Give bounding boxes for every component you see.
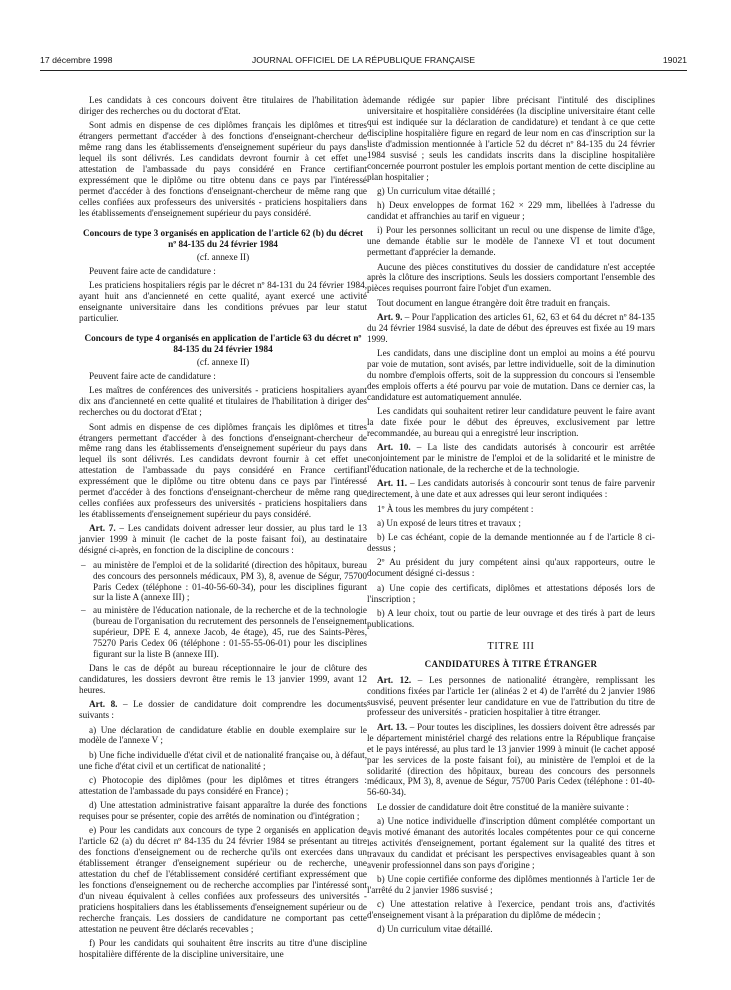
paragraph: 1º À tous les membres du jury compétent :: [377, 503, 534, 514]
header-rule: [40, 70, 687, 71]
paragraph: Les maîtres de conférences des universités - praticiens hospitaliers ayant dix ans d'ancienneté en cette qualité et titulaires de l'habilitation à diriger des recherches ou du doctorat d'Etat ;: [79, 385, 367, 418]
paragraph: Sont admis en dispense de ces diplômes français les diplômes et titres étrangers permettant d'accéder à des fonctions d'enseignant-chercheur de même rang dans les établissements d'enseignement supérieur du pays dans lequel ils sont délivrés. Les candidats devront fournir à cet effet une attestation de l'ambassade du pays considéré en France certifiant expressément que le diplôme ou titre obtenu dans ce pays par l'intéressé permet d'accéder à des fonctions d'enseignant-chercheur de même rang que celles confiées aux professeurs des universités - praticiens hospitaliers dans les établissements d'enseignement supérieur du pays considéré.: [79, 120, 367, 218]
article-label: Art. 10.: [377, 442, 411, 453]
paragraph: demande rédigée sur papier libre précisant l'intitulé des disciplines universitaire et hospitalière considérées (la discipline universitaire étant celle qui est indiquée sur la déclaration de candidature) et tendant à ce que cette discipline hospitalière figure en regard de leur nom en cas d'inscription sur la liste d'admission mentionnée à l'article 52 du décret nº 84-135 du 24 février 1984 susvisé ; seuls les candidats inscrits dans la discipline hospitalière concernée pourront postuler les emplois portant mention de cette discipline au plan hospitalier ;: [367, 95, 655, 182]
address-list: [79, 560, 367, 661]
article-11: [367, 478, 655, 500]
article-text: – Pour l'application des articles 61, 62, 63 et 64 du décret nº 84-135 du 24 février 1984 susvisé, la date de début des épreuves est fixée au 19 mars 1999.: [367, 311, 655, 344]
title-heading: TITRE III: [487, 640, 535, 652]
article-label: Art. 9.: [377, 311, 403, 322]
paragraph: Les candidats à ces concours doivent être titulaires de l'habilitation à diriger des recherches ou du doctorat d'Etat.: [79, 95, 367, 116]
article-label: Art. 12.: [377, 674, 412, 685]
article-8: [79, 699, 367, 721]
article-text: – Le dossier de candidature doit comprendre les documents suivants :: [79, 699, 367, 721]
left-column: [79, 95, 367, 963]
list-item: g) Un curriculum vitae détaillé ;: [377, 185, 496, 196]
article-text: – Pour toutes les disciplines, les dossiers doivent être adressés par le département ministériel chargé des relations entre la République française et le pays intéressé, au plus tard le 13 janvier 1999 à minuit (le cachet apposé par les services de la poste faisant foi), au ministère de l'emploi et de la solidarité (direction des hôpitaux, bureau des concours des personnels médicaux, PM 3), 8, avenue de Ségur, 75700 Paris Cedex (téléphone : 01-40-56-60-34).: [367, 721, 655, 798]
paragraph: Sont admis en dispense de ces diplômes français les diplômes et titres étrangers permettant d'accéder à des fonctions d'enseignant-chercheur de même rang dans les établissements d'enseignement supérieur du pays dans lequel ils sont délivrés. Les candidats devront fournir à cet effet une attestation de l'ambassade du pays considéré en France certifiant expressément que le diplôme ou titre obtenu dans ce pays par l'intéressé permet d'accéder à des fonctions d'enseignant-chercheur de même rang que celles confiées aux professeurs des universités - praticiens hospitaliers dans les établissements d'enseignement supérieur du pays considéré.: [79, 421, 367, 520]
paragraph: Peuvent faire acte de candidature :: [89, 265, 216, 276]
section-subheading: (cf. annexe II): [196, 356, 250, 367]
list-item: d) Une attestation administrative faisant apparaître la durée des fonctions requises pour se présenter, copie des arrêtés de nomination ou d'intégration ;: [79, 800, 367, 822]
article-text: – Les candidats autorisés à concourir sont tenus de faire parvenir directement, à une date et aux adresses qui leur seront indiquées :: [367, 478, 656, 500]
header-journal-title: JOURNAL OFFICIEL DE LA RÉPUBLIQUE FRANÇAISE: [251, 55, 476, 65]
list-item: a) Un exposé de leurs titres et travaux ;: [377, 517, 521, 528]
list-item: h) Deux enveloppes de format 162 × 229 mm, libellées à l'adresse du candidat et affranchies au tarif en vigueur ;: [367, 200, 655, 222]
list-item: – au ministère de l'éducation nationale, de la recherche et de la technologie (bureau de l'organisation du recrutement des personnels de l'enseignement supérieur, DPE E 4, annexe Jacob, 4e étage), 45, rue des Saints-Pères, 75270 Paris Cedex 06 (téléphone : 01-55-55-06-01) pour les disciplines figurant sur la liste B (annexe III).: [79, 605, 367, 660]
paragraph: Les praticiens hospitaliers régis par le décret nº 84-131 du 24 février 1984, ayant huit ans d'ancienneté en cette qualité, ayant exercé une activité enseignante universitaire dans les conditions prévues par leur statut particulier.: [79, 280, 367, 324]
list-item: d) Un curriculum vitae détaillé.: [377, 924, 493, 935]
list-item: i) Pour les personnes sollicitant un recul ou une dispense de limite d'âge, une demande établie sur le modèle de l'annexe VI et tout document permettant d'apprécier la demande.: [367, 225, 655, 258]
article-10: [367, 442, 655, 475]
paragraph: Les candidats, dans une discipline dont un emploi au moins a été pourvu par voie de mutation, sont avisés, par lettre individuelle, soit de la diminution du nombre d'emplois offerts, soit de la suppression du concours si l'ensemble des emplois offerts a été pourvu par voie de mutation. Dans ce dernier cas, la candidature est automatiquement annulée.: [367, 348, 655, 402]
article-label: Art. 7.: [89, 523, 116, 534]
header-date: 17 décembre 1998: [40, 55, 113, 65]
list-item: a) Une notice individuelle d'inscription dûment complétée comportant un avis motivé émanant des autorités locales compétentes pour ce qui concerne les activités d'enseignement, portant également sur la qualité des titres et travaux du candidat et précisant les perspectives envisageables quant à son avenir professionnel dans son pays d'origine ;: [367, 815, 655, 870]
article-label: Art. 13.: [377, 721, 408, 732]
list-item: f) Pour les candidats qui souhaitent être inscrits au titre d'une discipline hospitalière différente de la discipline universitaire, une: [79, 938, 367, 960]
list-item: b) Une fiche individuelle d'état civil et de nationalité française ou, à défaut, une fiche d'état civil et un certificat de nationalité ;: [79, 749, 367, 771]
list-item: a) Une déclaration de candidature établie en double exemplaire sur le modèle de l'annexe V ;: [79, 724, 367, 746]
paragraph: Les candidats qui souhaitent retirer leur candidature peuvent le faire avant la date fixée pour le début des épreuves, exclusivement par lettre recommandée, au bureau qui a enregistré leur inscription.: [367, 406, 655, 439]
article-text: – La liste des candidats autorisés à concourir est arrêtée conjointement par le ministre de l'emploi et de la solidarité et le ministre de l'éducation nationale, de la recherche et de la technologie.: [367, 442, 655, 475]
list-item: b) A leur choix, tout ou partie de leur ouvrage et des tirés à part de leurs publications.: [367, 607, 655, 629]
paragraph: Peuvent faire acte de candidature :: [89, 371, 216, 382]
list-item: b) Le cas échéant, copie de la demande mentionnée au f de l'article 8 ci-dessus ;: [367, 532, 655, 554]
header-page-number: 19021: [662, 55, 687, 65]
list-item: c) Photocopie des diplômes (pour les diplômes et titres étrangers : attestation de l'ambassade du pays considéré en France) ;: [79, 774, 367, 796]
article-7: [79, 523, 367, 556]
paragraph: Tout document en langue étrangère doit être traduit en français.: [377, 297, 611, 308]
article-text: – Les candidats doivent adresser leur dossier, au plus tard le 13 janvier 1999 à minuit (le cachet de la poste faisant foi), au destinataire désigné ci-après, en fonction de la discipline de concours :: [79, 523, 367, 556]
list-item: – au ministère de l'emploi et de la solidarité (direction des hôpitaux, bureau des concours des personnels médicaux, PM 3), 8, avenue de Ségur, 75700 Paris Cedex (téléphone : 01-40-56-60-34), pour les disciplines figurant sur la liste A (annexe III) ;: [79, 560, 367, 604]
article-9: [367, 312, 655, 345]
paragraph: Dans le cas de dépôt au bureau réceptionnaire le jour de clôture des candidatures, les dossiers devront être remis le 13 janvier 1999, avant 12 heures.: [79, 663, 367, 696]
section-heading: [79, 228, 367, 250]
section-subheading: (cf. annexe II): [196, 251, 250, 262]
paragraph: Aucune des pièces constitutives du dossier de candidature n'est acceptée après la clôture des inscriptions. Seuls les dossiers comportant l'ensemble des pièces requises pourront faire l'objet d'un examen.: [367, 261, 655, 294]
article-label: Art. 11.: [377, 478, 408, 489]
paragraph: 2º Au président du jury compétent ainsi qu'aux rapporteurs, outre le document désigné ci-dessus :: [367, 557, 655, 579]
list-item: a) Une copie des certificats, diplômes et attestations déposés lors de l'inscription ;: [367, 582, 655, 604]
title-subheading: CANDIDATURES À TITRE ÉTRANGER: [424, 658, 598, 669]
list-item: b) Une copie certifiée conforme des diplômes mentionnés à l'article 1er de l'arrêté du 2 janvier 1986 susvisé ;: [367, 873, 655, 895]
article-13: [367, 722, 655, 799]
page-header: [40, 55, 687, 69]
heading-text: Concours de type 3 organisés en application de l'article 62 (b) du décret nº 84-135 du 24 février 1984: [82, 227, 364, 249]
article-text: – Les personnes de nationalité étrangère, remplissant les conditions fixées par l'article 1er (alinéas 2 et 4) de l'arrêté du 2 janvier 1986 susvisé, peuvent présenter leur candidature en vue de l'attribution du titre de professeur des universités - praticien hospitalier à titre étranger.: [367, 674, 655, 718]
article-label: Art. 8.: [89, 699, 118, 710]
section-heading: [79, 333, 367, 355]
article-12: [367, 675, 655, 719]
list-item: c) Une attestation relative à l'exercice, pendant trois ans, d'activités d'enseignement visant à la préparation du diplôme de médecin ;: [367, 899, 655, 921]
list-item: e) Pour les candidats aux concours de type 2 organisés en application de l'article 62 (a) du décret nº 84-135 du 24 février 1984 se présentant au titre des fonctions d'enseignement ou de recherche qu'ils ont exercées dans un établissement étranger d'enseignement supérieur ou de recherche, une attestation du chef de l'établissement considéré certifiant expressément que les fonctions d'enseignement ou de recherche accomplies par l'intéressé sont d'un niveau équivalent à celles confiées aux professeurs des universités - praticiens hospitaliers dans les établissements d'enseignement supérieur ou de recherche français. Les dossiers de candidature ne comportant pas cette attestation ne peuvent être déclarés recevables ;: [79, 825, 367, 934]
paragraph: Le dossier de candidature doit être constitué de la manière suivante :: [377, 801, 629, 812]
right-column: [367, 95, 655, 939]
heading-text: Concours de type 4 organisés en application de l'article 63 du décret nº 84-135 du 24 février 1984: [84, 333, 362, 354]
